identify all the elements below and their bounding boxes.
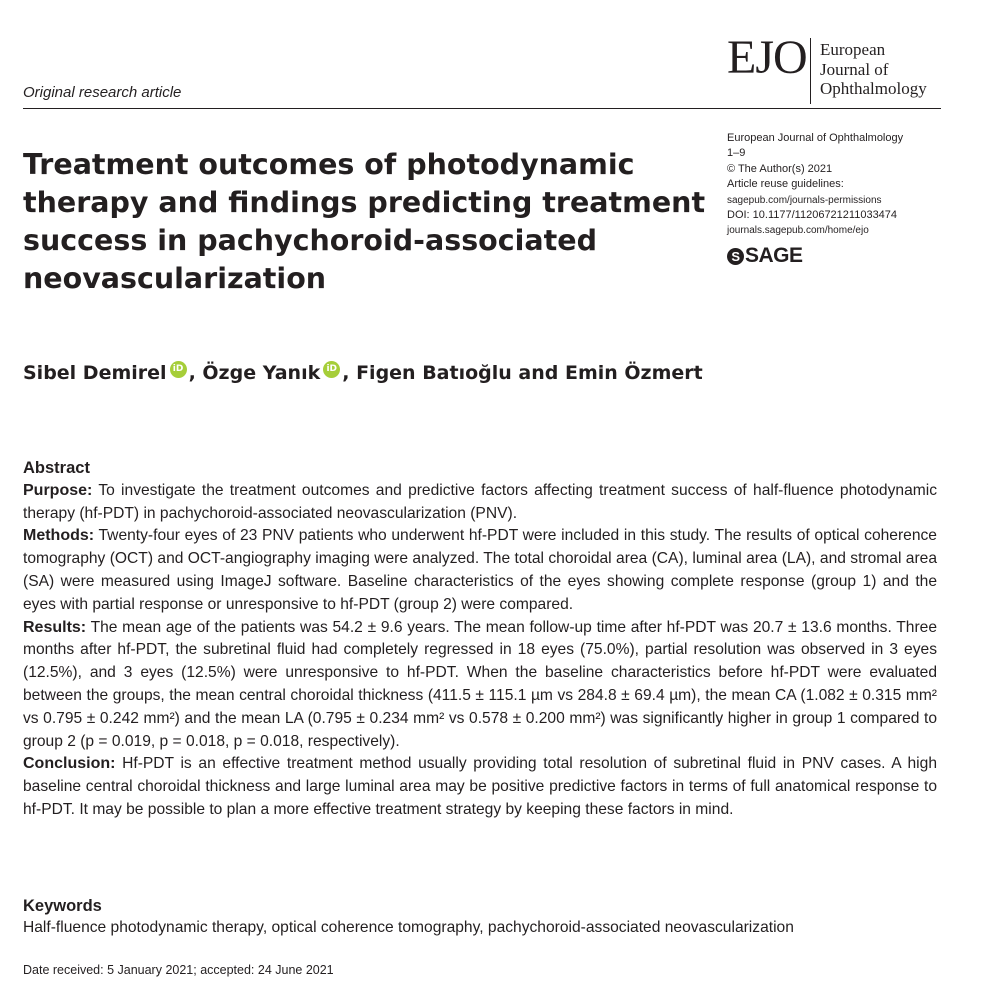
meta-doi[interactable]: DOI: 10.1177/11206721211033474 <box>727 209 898 222</box>
sage-wordmark: SAGE <box>745 244 803 267</box>
journal-name-line: European <box>820 40 886 59</box>
meta-journal-link[interactable]: journals.sagepub.com/home/ejo <box>727 225 869 237</box>
logo-divider <box>810 38 811 104</box>
conclusion-label: Conclusion: <box>23 755 116 773</box>
orcid-icon[interactable]: iD <box>323 361 340 378</box>
journal-name-line: Journal of <box>820 59 889 79</box>
author-name: Figen Batıoğlu and Emin Özmert <box>356 362 703 384</box>
journal-logo: EJO <box>727 31 807 84</box>
orcid-icon[interactable]: iD <box>170 361 187 378</box>
abstract-conclusion <box>23 753 937 821</box>
publication-meta <box>727 131 903 239</box>
sage-mark-icon: S <box>727 248 744 265</box>
methods-text: Twenty-four eyes of 23 PNV patients who underwent hf-PDT were included in this study. The results of optical coherence tomography (OCT) and OCT-angiography imaging were analyzed. The total choroidal area (CA), luminal area (LA), and stromal area (SA) were measured using ImageJ software. Baseline characteristics of the eyes showing complete response (group 1) and the eyes with partial response or unresponsive to hf-PDT (group 2) were compared. <box>23 527 937 613</box>
results-text: The mean age of the patients was 54.2 ± 9.6 years. The mean follow-up time after hf-PDT was 20.7 ± 13.6 months. Three months after hf-PDT, the subretinal fluid had completely regressed in 18 eyes (75.0%), partial resolution was observed in 3 eyes (12.5%), and 3 eyes (12.5%) were unresponsive to hf-PDT. When the baseline characteristics before hf-PDT were evaluated between the groups, the mean central choroidal thickness (411.5 ± 115.1 µm vs 284.8 ± 69.4 µm), the mean CA (1.082 ± 0.315 mm² vs 0.795 ± 0.242 mm²) and the mean LA (0.795 ± 0.234 mm² vs 0.578 ± 0.200 mm²) was significantly higher in group 1 compared to group 2 (p = 0.019, p = 0.018, p = 0.018, respectively). <box>23 618 937 750</box>
meta-reuse-link[interactable]: sagepub.com/journals-permissions <box>727 194 882 206</box>
author-separator: , <box>342 362 357 384</box>
purpose-label: Purpose: <box>23 481 93 499</box>
author-separator: , <box>188 362 203 384</box>
keywords-heading: Keywords <box>23 897 102 915</box>
abstract-purpose <box>23 480 937 526</box>
author-name: Özge Yanık <box>202 362 321 384</box>
journal-name-line: Ophthalmology <box>820 79 927 98</box>
keywords-text: Half-fluence photodynamic therapy, optical coherence tomography, pachychoroid-associated neovascularization <box>23 919 794 936</box>
meta-reuse-label: Article reuse guidelines: <box>727 178 844 191</box>
received-dates: Date received: 5 January 2021; accepted: 24 June 2021 <box>23 963 334 977</box>
meta-journal: European Journal of Ophthalmology <box>727 132 904 144</box>
conclusion-text: Hf-PDT is an effective treatment method usually providing total resolution of subretinal fluid in PNV cases. A high baseline central choroidal thickness and large luminal area may be positive predictive factors in terms of full anatomical response to hf-PDT. It may be possible to plan a more effective treatment strategy by keeping these factors in mind. <box>23 755 937 818</box>
results-label: Results: <box>23 618 87 636</box>
header-rule <box>23 108 941 109</box>
sage-logo <box>727 244 803 268</box>
author-name: Sibel Demirel <box>23 362 167 384</box>
article-title: Treatment outcomes of photodynamic therapy and findings predicting treatment success in pachychoroid-associated neovascularization <box>23 148 706 295</box>
abstract-results <box>23 617 937 754</box>
article-type: Original research article <box>23 84 182 101</box>
meta-copyright: © The Author(s) 2021 <box>727 162 833 175</box>
abstract-methods <box>23 525 937 616</box>
methods-label: Methods: <box>23 527 95 545</box>
meta-pages: 1–9 <box>727 147 746 160</box>
author-list <box>23 362 703 384</box>
journal-logo-name <box>820 40 927 99</box>
abstract-heading: Abstract <box>23 459 90 477</box>
purpose-text: To investigate the treatment outcomes and predictive factors affecting treatment success of half-fluence photodynamic therapy (hf-PDT) in pachychoroid-associated neovascularization (PNV). <box>23 481 937 522</box>
abstract <box>23 457 937 822</box>
